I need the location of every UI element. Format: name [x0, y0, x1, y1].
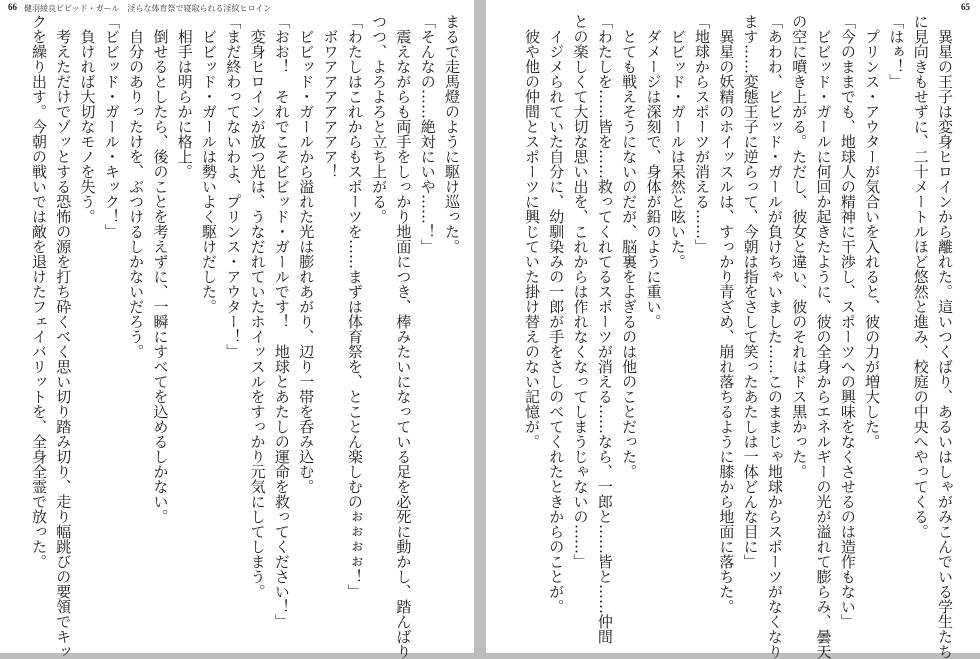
text-line: とても戦えそうにないのだが、脳裏をよぎるのは他のことだった。 — [620, 14, 639, 479]
text-line: 「ビビッド・ガール・キック！」 — [102, 14, 121, 239]
text-line: 変身ヒロインが放つ光は、うなだれていたホイッスルをすっかり元気にしてしまう。 — [248, 14, 267, 599]
text-line: の空に噴き上がる。ただし、彼女と違い、彼のそれはドス黒かった。 — [790, 14, 809, 479]
page-number: 66 — [8, 2, 17, 12]
text-line: との楽しくて大切な思い出を、これからは作れなくなってしまうじゃないの……」 — [571, 14, 590, 569]
text-line: 「おお！ それでこそビビッド・ガールです！ 地球とあたしの運命を救ってください！」 — [272, 14, 291, 629]
text-line: ビビッド・ガールは勢いよく駆けだした。 — [200, 14, 219, 314]
text-line: つつ、よろよろと立ち上がる。 — [370, 14, 389, 224]
text-line: 彼や他の仲間とスポーツに興じていた掛け替えのない記憶が。 — [522, 14, 541, 449]
text-line: 倒せるとしたら、後のことを考えずに、一瞬にすべてを込めるしかない。 — [151, 14, 170, 524]
body-text — [520, 14, 957, 659]
text-line: 「そんなの……絶対にいや……！」 — [418, 14, 437, 254]
text-line: ビビッド・ガールに何回か起きたように、彼の全身からエネルギーの光が溢れて膨らみ、曇天 — [814, 14, 833, 659]
text-line: 「あわわ、ビビッド・ガールが負けちゃいました……このままじゃ地球からスポーツがなくなり — [765, 14, 784, 659]
text-line: 相手は明らかに格上。 — [175, 14, 194, 179]
right-page — [486, 0, 980, 659]
text-line: クを繰り出す。今朝の戦いでは敵を退けたフェイバリットを、全身全霊で放った。 — [29, 14, 48, 569]
text-line: プリンス・アウターが気合いを入れると、彼の力が増大した。 — [863, 14, 882, 449]
text-line: ます……変態王子に逆らって、今朝は指をさして笑ったあたしは一体どんな目に」 — [741, 14, 760, 569]
text-line: 負ければ大切なモノを失う。 — [78, 14, 97, 224]
text-line: 異星の妖精のホイッスルは、すっかり青ざめ、崩れ落ちるように膝から地面に落ちた。 — [717, 14, 736, 614]
text-line: 自分のありったけを、ぶつけるしかないだろう。 — [127, 14, 146, 359]
text-line: 震えながらも両手をしっかり地面につき、棒みたいになっている足を必死に動かし、踏んばり — [394, 14, 413, 659]
text-line: ダメージは深刻で、身体が鉛のように重い。 — [644, 14, 663, 329]
text-line: ビビッド・ガールから溢れた光は膨れあがり、辺り一帯を呑み込む。 — [297, 14, 316, 494]
page-number: 65 — [961, 2, 970, 12]
text-line: ボワアアアアアアア！ — [321, 14, 340, 179]
text-line: 「まだ終わってないわよ、プリンス・アウター！」 — [224, 14, 243, 359]
body-text — [27, 14, 464, 659]
left-page — [0, 0, 474, 659]
text-line: に見向きもせずに、二十メートルほど悠然と進み、校庭の中央へやってくる。 — [911, 14, 930, 539]
text-line: 「地球からスポーツが消える……」 — [693, 14, 712, 254]
text-line: 「はぁ！」 — [887, 14, 906, 89]
text-line: ビビッド・ガールは呆然と呟いた。 — [668, 14, 687, 269]
text-line: イジメられていた自分に、幼馴染みの一郎が手をさしのべてくれたときからのことが。 — [547, 14, 566, 614]
text-line: 考えただけでゾッとする恐怖の源を打ち砕くべく思い切り踏み切り、走り幅跳びの要領でキッ — [54, 14, 73, 659]
text-line: 「わたしはこれからもスポーツを……まずは体育祭を、とことん楽しむのぉぉぉぉ！」 — [345, 14, 364, 599]
text-line: まるで走馬燈のように駆け巡った。 — [443, 14, 461, 254]
running-title: 健羽綾良ビビッド・ガール 淫らな体育祭で寝取られる淫紋ヒロイン — [24, 4, 272, 13]
text-line: 「わたしを……皆を……救ってくれてるスポーツが消える……なら、一郎と……皆と……仲間 — [595, 14, 614, 644]
text-line: 異星の王子は変身ヒロインから離れた。這いつくばり、あるいはしゃがみこんでいる学生たち — [936, 14, 954, 659]
text-line: 「今のままでも、地球人の精神に干渉し、スポーツへの興味をなくさせるのは造作もない」 — [838, 14, 857, 629]
